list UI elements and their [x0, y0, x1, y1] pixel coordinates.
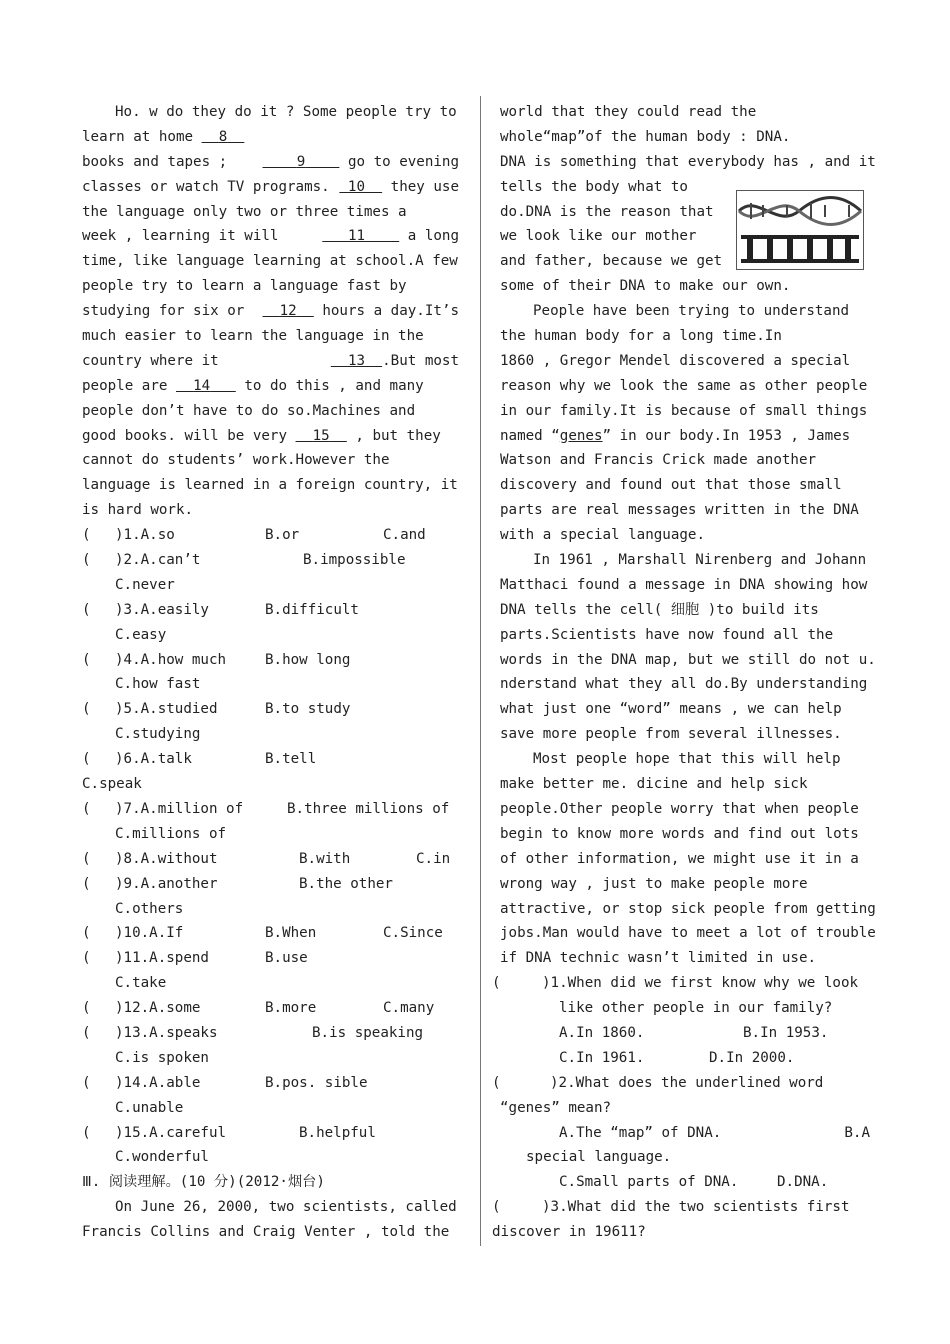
passage-line: reason why we look the same as other people	[500, 377, 868, 394]
passage-line: cannot do students’ work.However the	[82, 452, 390, 469]
option-row: ( )7.A.million of B.three millions of	[82, 800, 450, 817]
blank-13: 13	[347, 352, 366, 369]
passage-line: much easier to learn the language in the	[82, 328, 424, 345]
passage-line: we look like our mother	[500, 228, 697, 245]
answer-options: A.In 1860. B.In 1953.	[559, 1024, 829, 1041]
option-row: ( )3.A.easily B.difficult	[82, 601, 359, 618]
column-divider	[480, 96, 481, 1246]
blank-9: 9	[296, 153, 306, 170]
passage-line: discovery and found out that those small	[500, 477, 842, 494]
blank-8: 8	[218, 128, 228, 145]
option-row: C.speak	[82, 776, 142, 793]
question-3: ( )3.What did the two scientists first	[492, 1199, 850, 1216]
passage-line: the language only two or three times a	[82, 203, 407, 220]
reading-line: Francis Collins and Craig Venter , told the	[82, 1224, 450, 1241]
answer-options: C.Small parts of DNA. D.DNA.	[559, 1174, 829, 1191]
option-row: ( )10.A.If B.When C.Since	[82, 925, 443, 942]
passage-line: world that they could read the	[500, 104, 757, 120]
passage-line: with a special language.	[500, 527, 705, 544]
passage-line: parts.Scientists have now found all the	[500, 626, 834, 643]
passage-line: named “ genes ” in our body.In 1953 , James	[500, 424, 870, 449]
option-row: C.others	[115, 900, 184, 917]
passage-line: attractive, or stop sick people from getting	[500, 900, 876, 917]
option-row: C.take	[115, 975, 167, 992]
answer-options: special language.	[526, 1149, 672, 1166]
passage-line: People have been trying to understand	[533, 303, 850, 320]
passage-line: save more people from several illnesses.	[500, 726, 842, 743]
passage-line: people don’t have to do so.Machines and	[82, 402, 416, 419]
passage-line: words in the DNA map, but we still do not u.	[500, 651, 876, 668]
passage-line: DNA is something that everybody has , and it	[500, 153, 876, 170]
answer-options: A.The “map” of DNA. B.A	[559, 1124, 870, 1141]
passage-line: Ho. w do they do it ? Some people try to	[115, 104, 457, 120]
passage-line: in our family.It is because of small things	[500, 402, 868, 419]
option-row: ( )4.A.how much B.how long	[82, 651, 351, 668]
underlined-word-genes: genes	[559, 427, 603, 444]
option-row: ( )11.A.spend B.use	[82, 950, 308, 967]
passage-line: Matthaci found a message in DNA showing how	[500, 576, 868, 593]
option-row: C.easy	[115, 626, 167, 643]
option-row: C.wonderful	[115, 1149, 209, 1166]
blank-15: 15	[312, 427, 330, 444]
option-row: ( )15.A.careful B.helpful	[82, 1124, 376, 1141]
passage-line: some of their DNA to make our own.	[500, 278, 791, 295]
option-row: ( )12.A.some B.more C.many	[82, 1000, 435, 1017]
passage-line: country where it 13 .But most	[82, 352, 459, 369]
passage-line: DNA tells the cell( 细胞 )to build its	[500, 601, 819, 618]
passage-line: if DNA technic wasn’t limited in use.	[500, 950, 817, 967]
option-row: ( )2.A.can’t B.impossible	[82, 552, 406, 569]
answer-options: C.In 1961. D.In 2000.	[559, 1049, 795, 1066]
passage-line: make better me. dicine and help sick	[500, 776, 808, 793]
passage-line: In 1961 , Marshall Nirenberg and Johann	[533, 552, 867, 569]
right-column	[492, 100, 876, 1245]
passage-line: language is learned in a foreign country, it	[82, 477, 458, 494]
passage-line: Most people hope that this will help	[533, 751, 841, 768]
passage-line: wrong way , just to make people more	[500, 875, 808, 892]
passage-line: studying for six or 12 hours a day.It’s	[82, 303, 459, 320]
question-1: ( )1.When did we first know why we look	[492, 975, 859, 992]
question-line: like other people in our family?	[559, 1000, 833, 1017]
option-row: C.studying	[115, 726, 201, 743]
passage-line: 1860 , Gregor Mendel discovered a special	[500, 352, 851, 369]
passage-line: parts are real messages written in the DNA	[500, 502, 859, 519]
option-row: ( )14.A.able B.pos. sible	[82, 1074, 368, 1091]
option-row: C.never	[115, 576, 175, 593]
option-row: ( )9.A.another B.the other	[82, 875, 393, 892]
question-line: “genes” mean?	[500, 1099, 612, 1116]
question-2: ( )2.What does the underlined word	[492, 1074, 824, 1091]
passage-line: Watson and Francis Crick made another	[500, 452, 817, 469]
passage-line: learn at home 8	[82, 125, 459, 150]
section-heading: Ⅲ. 阅读理解。(10 分)(2012·烟台)	[82, 1174, 325, 1191]
passage-line: people try to learn a language fast by	[82, 278, 407, 295]
option-row: ( )5.A.studied B.to study	[82, 701, 351, 718]
passage-line: people are 14 to do this , and many	[82, 374, 459, 399]
reading-line: On June 26, 2000, two scientists, called	[115, 1199, 457, 1216]
passage-line: nderstand what they all do.By understanding	[500, 676, 868, 693]
passage-line: and father, because we get	[500, 253, 723, 270]
passage-line: of other information, we might use it in a	[500, 850, 859, 867]
passage-line: is hard work.	[82, 502, 194, 519]
option-row: C.is spoken	[115, 1049, 209, 1066]
option-row: ( )6.A.talk B.tell	[82, 751, 317, 768]
option-row: ( )8.A.without B.with C.in	[82, 850, 451, 867]
passage-line: classes or watch TV programs. 10 they use	[82, 178, 459, 195]
question-line: discover in 19611?	[492, 1224, 646, 1241]
passage-line: what just one “word” means , we can help	[500, 701, 842, 718]
blank-12: 12	[279, 303, 297, 320]
option-row: ( )1.A.so B.or C.and	[82, 527, 426, 544]
passage-line: whole“map”of the human body : DNA.	[500, 128, 791, 145]
option-row: ( )13.A.speaks B.is speaking	[82, 1024, 424, 1041]
passage-line: begin to know more words and find out lots	[500, 825, 859, 842]
option-row: C.unable	[115, 1099, 184, 1116]
passage-line: books and tapes ; 9 go to evening	[82, 153, 459, 170]
passage-line: do.DNA is the reason that	[500, 203, 714, 220]
passage-line: tells the body what to	[500, 178, 688, 195]
left-column	[82, 100, 459, 1245]
passage-line: people.Other people worry that when people	[500, 800, 859, 817]
passage-line: time, like language learning at school.A few	[82, 253, 458, 270]
blank-10: 10	[347, 178, 366, 195]
passage-line: the human body for a long time.In	[500, 328, 782, 345]
passage-line: week , learning it will 11 a long	[82, 228, 459, 245]
passage-line: jobs.Man would have to meet a lot of trouble	[500, 925, 876, 942]
passage-line: good books. will be very 15 , but they	[82, 424, 459, 449]
blank-11: 11	[347, 228, 366, 245]
option-row: C.how fast	[115, 676, 201, 693]
option-row: C.millions of	[115, 825, 227, 842]
blank-14: 14	[193, 377, 211, 394]
